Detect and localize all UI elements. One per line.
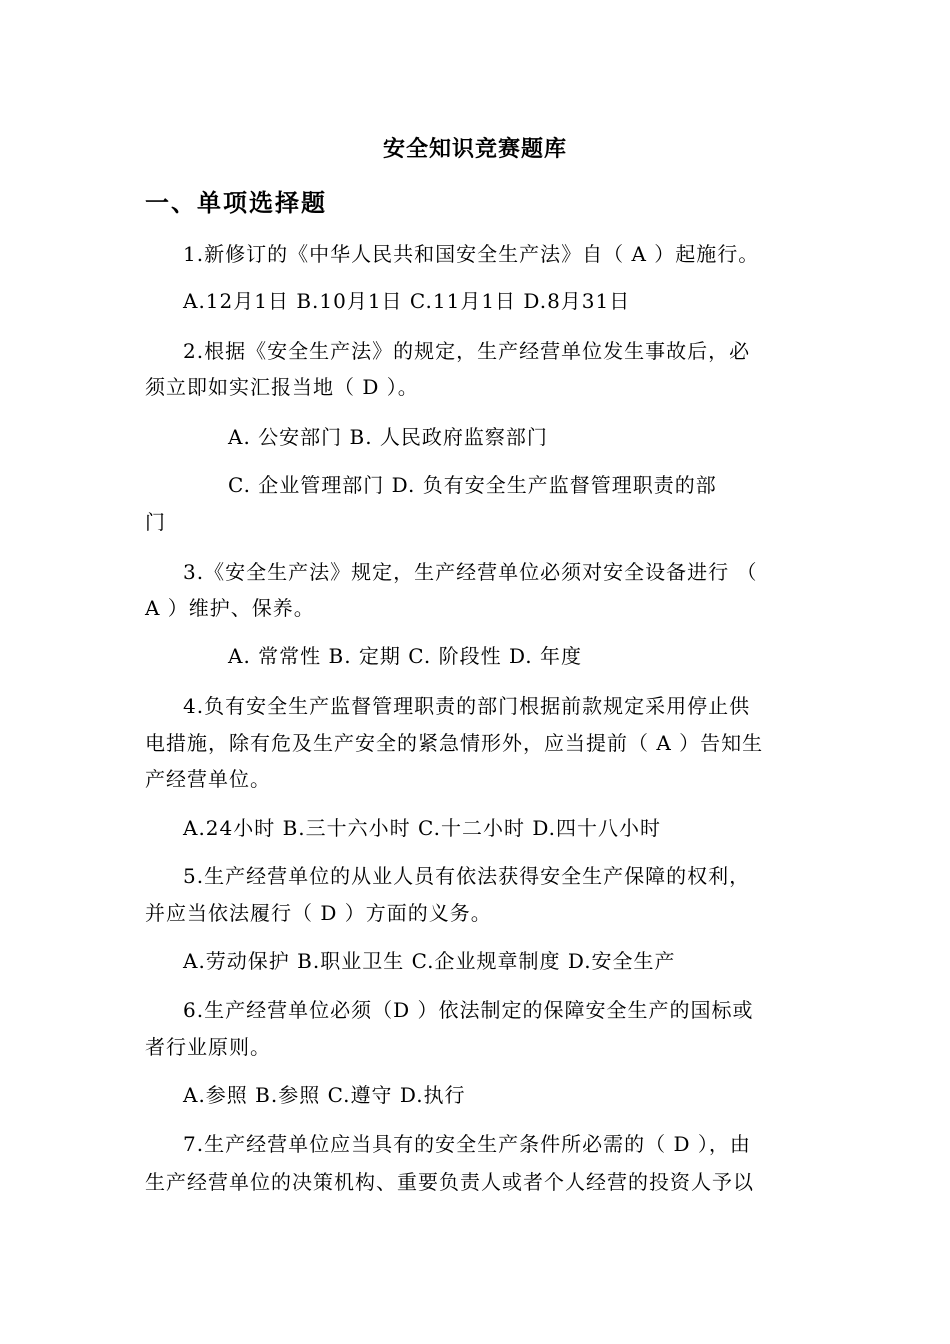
question-5-options: A.劳动保护 B.职业卫生 C.企业规章制度 D.安全生产 (183, 949, 676, 973)
question-2-options-line-1: A. 公安部门 B. 人民政府监察部门 (228, 425, 548, 449)
question-4-options: A.24小时 B.三十六小时 C.十二小时 D.四十八小时 (183, 816, 662, 840)
question-3-stem-line-1: 3.《安全生产法》规定，生产经营单位必须对安全设备进行 （ (183, 560, 758, 584)
question-6-stem-line-1: 6.生产经营单位必须（D ）依法制定的保障安全生产的国标或 (183, 998, 754, 1022)
question-1-stem: 1.新修订的《中华人民共和国安全生产法》自（ A ）起施行。 (183, 242, 760, 266)
question-3-options: A. 常常性 B. 定期 C. 阶段性 D. 年度 (228, 644, 582, 668)
section-heading: 一、单项选择题 (145, 189, 327, 217)
question-1-options: A.12月1日 B.10月1日 C.11月1日 D.8月31日 (183, 289, 631, 313)
question-7-stem-line-2: 生产经营单位的决策机构、重要负责人或者个人经营的投资人予以 (145, 1170, 754, 1194)
question-2-options-line-2: C. 企业管理部门 D. 负有安全生产监督管理职责的部 (228, 473, 717, 497)
question-5-stem-line-1: 5.生产经营单位的从业人员有依法获得安全生产保障的权利， (183, 864, 751, 888)
question-5-stem-line-2: 并应当依法履行（ D ）方面的义务。 (145, 901, 492, 925)
question-7-stem-line-1: 7.生产经营单位应当具有的安全生产条件所必需的（ D ），由 (183, 1132, 751, 1156)
question-4-stem-line-2: 电措施，除有危及生产安全的紧急情形外，应当提前（ A ）告知生 (145, 731, 764, 755)
question-2-stem-line-1: 2.根据《安全生产法》的规定，生产经营单位发生事故后，必 (183, 339, 751, 363)
question-4-stem-line-1: 4.负有安全生产监督管理职责的部门根据前款规定采用停止供 (183, 694, 751, 718)
question-3-stem-line-2: A ）维护、保养。 (145, 596, 315, 620)
document-title: 安全知识竞赛题库 (382, 137, 567, 162)
question-6-stem-line-2: 者行业原则。 (145, 1035, 271, 1059)
question-6-options: A.参照 B.参照 C.遵守 D.执行 (183, 1083, 466, 1107)
question-2-stem-line-2: 须立即如实汇报当地（ D ）。 (145, 375, 419, 399)
question-2-options-line-3: 门 (145, 510, 166, 534)
question-4-stem-line-3: 产经营单位。 (145, 767, 271, 791)
